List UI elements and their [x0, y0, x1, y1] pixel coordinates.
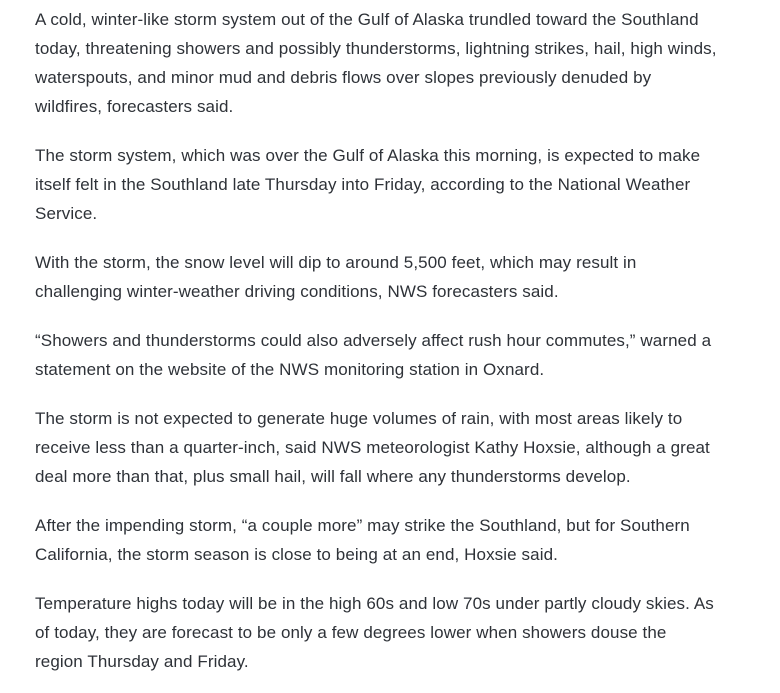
article-paragraph: A cold, winter-like storm system out of the Gulf of Alaska trundled toward the Southland today, threatening showers and possibly thunderstorms, lightning strikes, hail, high winds, waterspouts, and minor mud and debris flows over slopes previously denuded by wildfires, forecasters said. [35, 10, 717, 116]
article-paragraph: Temperature highs today will be in the high 60s and low 70s under partly cloudy skies. As of today, they are forecast to be only a few degrees lower when showers douse the region Thursday and Friday. [35, 594, 714, 671]
article-paragraph: After the impending storm, “a couple more” may strike the Southland, but for Southern California, the storm season is close to being at an end, Hoxsie said. [35, 516, 690, 564]
article-paragraph: The storm is not expected to generate huge volumes of rain, with most areas likely to receive less than a quarter-inch, said NWS meteorologist Kathy Hoxsie, although a great deal more than that, plus small hail, will fall where any thunderstorms develop. [35, 409, 710, 486]
article-paragraph: With the storm, the snow level will dip to around 5,500 feet, which may result in challenging winter-weather driving conditions, NWS forecasters said. [35, 253, 637, 301]
article-paragraph: The storm system, which was over the Gulf of Alaska this morning, is expected to make itself felt in the Southland late Thursday into Friday, according to the National Weather Service. [35, 146, 701, 223]
article-paragraph: “Showers and thunderstorms could also adversely affect rush hour commutes,” warned a statement on the website of the NWS monitoring station in Oxnard. [35, 331, 712, 379]
